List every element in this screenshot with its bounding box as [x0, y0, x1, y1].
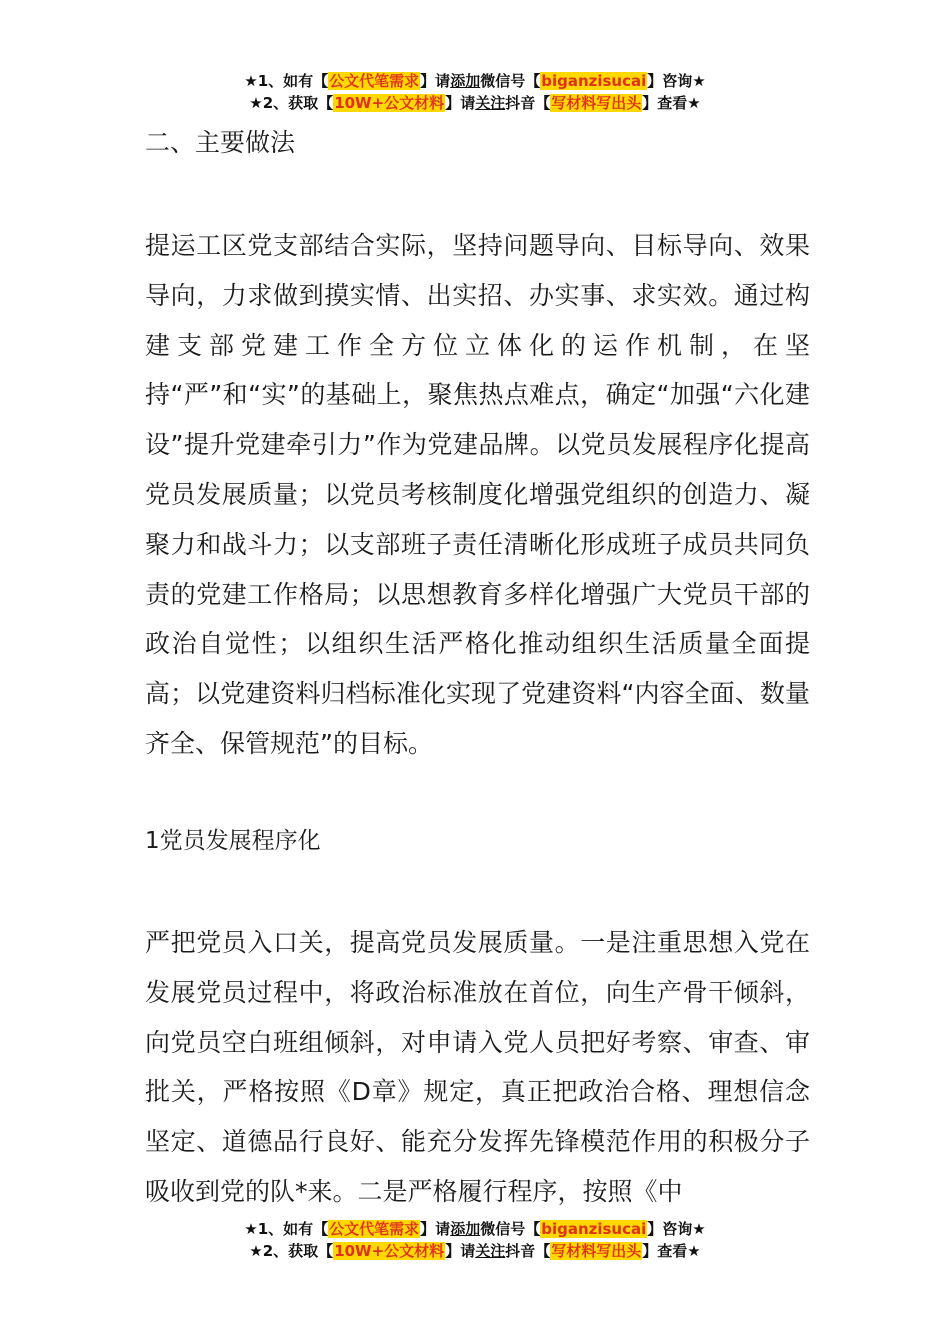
banner-text: 】查看★ — [642, 1242, 701, 1260]
banner-text: ★2、获取【 — [249, 1242, 334, 1260]
paragraph-main-approach: 提运工区党支部结合实际，坚持问题导向、目标导向、效果导向，力求做到摸实情、出实招、办实事、求实效。通过构建支部党建工作全方位立体化的运作机制，在坚持“严”和“实”的基础上，聚焦热点难点，确定“加强“六化建设”提升党建牵引力”作为党建品牌。以党员发展程序化提高党员发展质量；以党员考核制度化增强党组织的创造力、凝聚力和战斗力；以支部班子责任清晰化形成班子成员共同负责的党建工作格局；以思想教育多样化增强广大党员干部的政治自觉性；以组织生活严格化推动组织生活质量全面提高；以党建资料归档标准化实现了党建资料“内容全面、数量齐全、保管规范”的目标。 — [145, 231, 810, 758]
banner-text: 】查看★ — [642, 94, 701, 112]
banner-text: ★2、获取【 — [249, 94, 334, 112]
banner-line-1 — [0, 70, 950, 92]
banner-highlight: 10W+公文材料 — [334, 1242, 445, 1260]
banner-text: 】请 — [420, 72, 451, 90]
banner-highlight: biganzisucai — [541, 72, 647, 90]
banner-highlight: 公文代笔需求 — [329, 72, 420, 90]
banner-text: 抖音【 — [505, 1242, 551, 1260]
banner-text: 抖音【 — [505, 94, 551, 112]
banner-line-1 — [0, 1218, 950, 1240]
banner-text: 】咨询★ — [647, 72, 706, 90]
banner-text: 】请 — [445, 1242, 476, 1260]
bottom-banner — [0, 1218, 950, 1262]
banner-highlight: 写材料写出头 — [551, 94, 642, 112]
section-title: 二、主要做法 — [145, 128, 296, 157]
banner-underline: 关注 — [475, 1242, 506, 1260]
banner-line-2 — [0, 92, 950, 114]
banner-underline: 添加 — [450, 1220, 481, 1238]
banner-line-2 — [0, 1240, 950, 1262]
banner-text: ★1、如有【 — [244, 1220, 329, 1238]
banner-highlight: 写材料写出头 — [551, 1242, 642, 1260]
banner-text: 】请 — [445, 94, 476, 112]
top-banner — [0, 70, 950, 114]
banner-text: 】咨询★ — [647, 1220, 706, 1238]
subsection-title: 1党员发展程序化 — [145, 828, 321, 854]
paragraph-member-development: 严把党员入口关，提高党员发展质量。一是注重思想入党在发展党员过程中，将政治标准放在首位，向生产骨干倾斜，向党员空白班组倾斜，对申请入党人员把好考察、审查、审批关，严格按照《D章》规定，真正把政治合格、理想信念坚定、道德品行良好、能充分发挥先锋模范作用的积极分子吸收到党的队*来。二是严格履行程序，按照《中 — [145, 928, 810, 1206]
banner-highlight: 10W+公文材料 — [334, 94, 445, 112]
banner-underline: 添加 — [450, 72, 481, 90]
banner-text: ★1、如有【 — [244, 72, 329, 90]
banner-text: 微信号【 — [480, 1220, 541, 1238]
banner-highlight: biganzisucai — [541, 1220, 647, 1238]
banner-text: 微信号【 — [480, 72, 541, 90]
banner-underline: 关注 — [475, 94, 506, 112]
banner-text: 】请 — [420, 1220, 451, 1238]
banner-highlight: 公文代笔需求 — [329, 1220, 420, 1238]
